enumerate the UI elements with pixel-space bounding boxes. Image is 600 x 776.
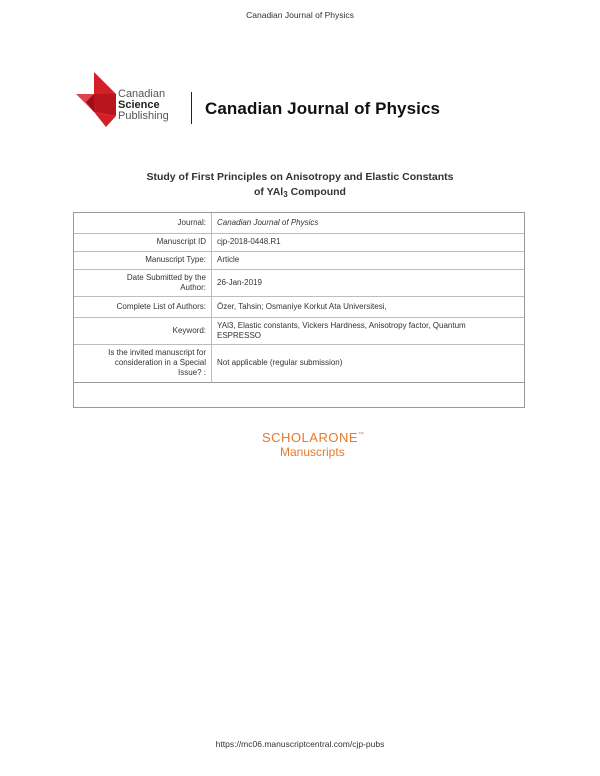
row-authors [74, 296, 524, 317]
manuscript-type-label: Manuscript Type: [74, 251, 212, 269]
scholarone-brand [262, 430, 365, 445]
scholarone-brand-text: SCHOLARONE [262, 430, 359, 445]
footer-url: https://mc06.manuscriptcentral.com/cjp-pubs [215, 739, 385, 749]
title-subscript: 3 [283, 190, 288, 199]
running-header: Canadian Journal of Physics [246, 10, 354, 20]
publisher-line1: Canadian [118, 88, 166, 100]
manuscript-metadata-table [73, 212, 525, 408]
date-label-line2: Author: [180, 282, 206, 292]
journal-value: Canadian Journal of Physics [212, 213, 525, 233]
paper-title [0, 170, 600, 202]
row-journal [74, 213, 524, 233]
csp-logo [76, 72, 186, 127]
row-invited [74, 344, 524, 382]
scholarone-trademark: ™ [358, 432, 365, 438]
title-suffix: Compound [287, 186, 346, 198]
manuscript-id-label: Manuscript ID [74, 233, 212, 251]
row-date-submitted [74, 269, 524, 296]
scholarone-logo [262, 430, 365, 459]
manuscript-type-value: Article [212, 251, 525, 269]
invited-value: Not applicable (regular submission) [212, 344, 525, 382]
date-label [74, 269, 212, 296]
keyword-label: Keyword: [74, 317, 212, 344]
keyword-value-line2: ESPRESSO [217, 330, 262, 340]
invited-label [74, 344, 212, 382]
title-line1: Study of First Principles on Anisotropy and Elastic Constants [146, 171, 454, 183]
row-keyword [74, 317, 524, 344]
publisher-name [118, 89, 169, 122]
csp-maple-icon [76, 72, 120, 127]
invited-label-line3: Issue? : [177, 368, 206, 377]
row-manuscript-id [74, 233, 524, 251]
authors-label: Complete List of Authors: [74, 296, 212, 317]
journal-label: Journal: [74, 213, 212, 233]
logo-divider [191, 92, 192, 124]
keyword-value [212, 317, 525, 344]
authors-value: Özer, Tahsin; Osmaniye Korkut Ata Universitesi, [212, 296, 525, 317]
title-line2 [0, 185, 600, 202]
invited-label-line2: consideration in a Special [114, 358, 206, 367]
journal-logo-title: Canadian Journal of Physics [205, 99, 441, 118]
date-value: 26-Jan-2019 [212, 269, 525, 296]
manuscript-id-value: cjp-2018-0448.R1 [212, 233, 525, 251]
invited-label-line1: Is the invited manuscript for [108, 348, 206, 357]
keyword-value-line1: YAl3, Elastic constants, Vickers Hardness, Anisotropy factor, Quantum [217, 320, 466, 330]
row-manuscript-type [74, 251, 524, 269]
publisher-line2: Science [118, 99, 160, 111]
publisher-line3: Publishing [118, 110, 169, 122]
title-prefix: of YAl [254, 186, 284, 198]
scholarone-manuscripts: Manuscripts [280, 445, 345, 459]
date-label-line1: Date Submitted by the [126, 272, 206, 282]
